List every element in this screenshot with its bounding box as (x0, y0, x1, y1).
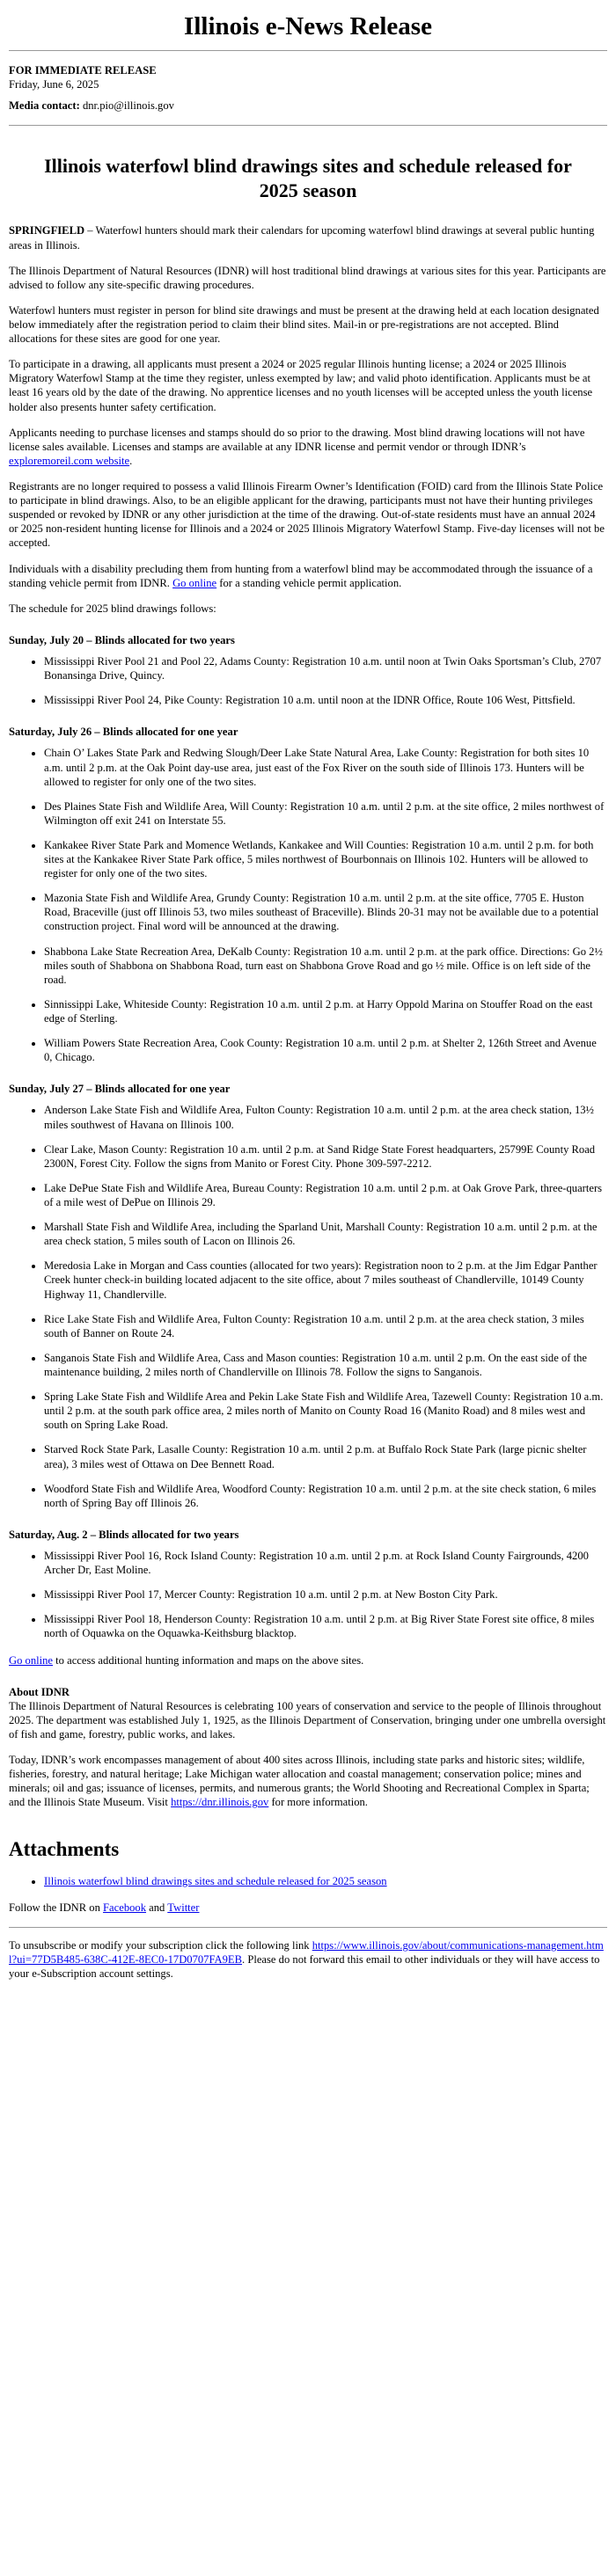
paragraph-licenses (9, 426, 607, 468)
schedule-day-heading: Sunday, July 20 – Blinds allocated for two years (9, 633, 235, 646)
footer-end: . Please do not forward this email to other individuals or they will have access to your e-Subscription account settings. (9, 1953, 600, 1981)
attachments-list (9, 1874, 607, 1888)
about-paragraph-1: The Illinois Department of Natural Resources is celebrating 100 years of conservation and service to the people of Illinois throughout 2025. The department was established July 1, 1925, as the Illinois Department of Conservation, bringing under one umbrella oversight of fish and game, forestry, public works, and lakes. (9, 1699, 606, 1740)
disability-text: Individuals with a disability precluding them from hunting from a waterfowl blind may be accommodated through the issuance of a standing vehicle permit from IDNR. (9, 562, 593, 589)
schedule-site-item: • Meredosia Lake in Morgan and Cass counties (allocated for two years): Registration noon to 2 p.m. at the Jim Edgar Panther Creek hunter check-in building located adjacent to the site office, about 7 miles southeast of Chandlerville, 10149 County Highway 11, Chandlerville. (44, 1259, 607, 1301)
schedule-site-item: • Kankakee River State Park and Momence Wetlands, Kankakee and Will Counties: Registration 10 a.m. until 2 p.m. for both sites at the Kankakee River State Park office, 5 miles northwest of Bourbonnais on Illinois 102. Hunters will be allowed to register for only one of the two sites. (44, 838, 607, 880)
about-p2-end: for more information. (268, 1796, 368, 1809)
attachment-link[interactable]: Illinois waterfowl blind drawings sites and schedule released for 2025 season (44, 1874, 387, 1887)
schedule-intro: The schedule for 2025 blind drawings follows: (9, 602, 216, 615)
schedule-site-item: • Mississippi River Pool 18, Henderson County: Registration 10 a.m. until 2 p.m. at Big River State Forest site office, 8 miles north of Oquawka on the Oquawka-Keithsburg blacktop. (44, 1612, 607, 1640)
media-contact-email: dnr.pio@illinois.gov (82, 99, 174, 113)
attachment-item (44, 1874, 607, 1888)
intro-lead: – Waterfowl hunters should mark their calendars for upcoming waterfowl blind drawings at several public hunting areas in Illinois. (9, 224, 595, 252)
about-title: About IDNR (9, 1685, 70, 1698)
schedule-site-item: • Chain O’ Lakes State Park and Redwing Slough/Deer Lake State Natural Area, Lake County: Registration for both sites 10 a.m. until 2 p.m. at the Oak Point day-use area, just east of the Fox River on the south side of Illinois 173. Hunters will be allowed to register for only one of the two sites. (44, 746, 607, 788)
article-headline: Illinois waterfowl blind drawings sites and schedule released for 2025 season (44, 155, 572, 201)
dateline: SPRINGFIELD (9, 224, 85, 237)
idnr-website-link[interactable]: https://dnr.illinois.gov (171, 1796, 269, 1809)
schedule-site-item: • Mississippi River Pool 17, Mercer County: Registration 10 a.m. until 2 p.m. at New Boston City Park. (44, 1587, 607, 1602)
schedule-site-item: • Shabbona Lake State Recreation Area, DeKalb County: Registration 10 a.m. until 2 p.m. at the park office. Directions: Go 2½ miles south of Shabbona on Shabbona Road, turn east on Shabbona Grove Road and go ½ mile. Office is on left side of the road. (44, 945, 607, 987)
schedule-site-item: • William Powers State Recreation Area, Cook County: Registration 10 a.m. until 2 p.m. at Shelter 2, 126th Street and Avenue 0, Chicago. (44, 1036, 607, 1064)
footer-text: To unsubscribe or modify your subscription click the following link (9, 1939, 312, 1952)
licenses-end: . (129, 454, 133, 467)
schedule-site-item: • Mississippi River Pool 16, Rock Island County: Registration 10 a.m. until 2 p.m. at Rock Island County Fairgrounds, 4200 Archer Dr, East Moline. (44, 1549, 607, 1577)
additional-info (9, 1653, 607, 1667)
schedule-site-item: • Lake DePue State Fish and Wildlife Area, Bureau County: Registration 10 a.m. until 2 p.m. at Oak Grove Park, three-quarters of a mile west of DePue on Illinois 29. (44, 1181, 607, 1209)
schedule-site-item: • Woodford State Fish and Wildlife Area, Woodford County: Registration 10 a.m. until 2 p.m. at the site check station, 6 miles north of Spring Bay off Illinois 26. (44, 1482, 607, 1510)
header-divider (9, 125, 607, 126)
schedule-site-list (9, 746, 607, 1064)
unsubscribe-footer (9, 1938, 607, 1981)
disability-end: for a standing vehicle permit application. (216, 576, 402, 589)
about-p2-text: Today, IDNR’s work encompasses management of about 400 sites across Illinois, including state parks and historic sites; wildlife, fisheries, forestry, and natural heritage; Lake Michigan water allocation and coastal management; conservation police; mines and minerals; oil and gas; issuance of licenses, permits, and numerous grants; the World Shooting and Recreational Complex in Sparta; and the Illinois State Museum. Visit (9, 1754, 590, 1809)
schedule-site-item: • Anderson Lake State Fish and Wildlife Area, Fulton County: Registration 10 a.m. until 2 p.m. at the area check station, 13½ miles southwest of Havana on Illinois 100. (44, 1103, 607, 1131)
schedule-site-list (9, 654, 607, 707)
schedule-site-item: • Spring Lake State Fish and Wildlife Area and Pekin Lake State Fish and Wildlife Area, Tazewell County: Registration 10 a.m. until 2 p.m. at the south park office area, 2 miles north of Manito on County Road 16 (Manito Road) and 8 miles west and south on Spring Lake Road. (44, 1390, 607, 1432)
attachments-title: Attachments (9, 1837, 120, 1860)
paragraph-requirements: To participate in a drawing, all applicants must present a 2024 or 2025 regular Illinois hunting license; a 2024 or 2025 Illinois Migratory Waterfowl Stamp at the time they register, unless exempted by law; and valid photo identification. Applicants must be at least 16 years old by the date of the drawing. No apprentice licenses and no youth licenses will be accepted unless the youth license holder also presents hunter safety certification. (9, 358, 593, 413)
schedule-site-item: • Sinnissippi Lake, Whiteside County: Registration 10 a.m. until 2 p.m. at Harry Oppold Marina on Stouffer Road on the east edge of Sterling. (44, 997, 607, 1025)
schedule-site-list (9, 1103, 607, 1509)
paragraph-register: Waterfowl hunters must register in person for blind site drawings and must be present at the drawing held at each location designated below immediately after the registration period to claim their blind sites. Mail-in or pre-registrations are not accepted. Blind allocations for these sites are good for one year. (9, 303, 599, 346)
schedule-section (9, 633, 607, 1641)
schedule-site-item: • Mississippi River Pool 21 and Pool 22, Adams County: Registration 10 a.m. until noon at Twin Oaks Sportsman’s Club, 2707 Bonansinga Drive, Quincy. (44, 654, 607, 682)
schedule-site-item: • Sanganois State Fish and Wildlife Area, Cass and Mason counties: Registration 10 a.m. until 2 p.m. On the east side of the maintenance building, 2 miles north of Chandlerville on Illinois 78. Follow the signs to Sanganois. (44, 1351, 607, 1379)
masthead-title: Illinois e-News Release (9, 0, 607, 51)
media-contact (9, 99, 607, 113)
paragraph-foid: Registrants are no longer required to possess a valid Illinois Firearm Owner’s Identification (FOID) card from the Illinois State Police to participate in blind drawings. Also, to be an eligible applicant for the drawing, participants must not have their hunting privileges suspended or revoked by IDNR or any other jurisdiction at the time of the drawing. Out-of-state residents must have an annual 2024 or 2025 non-resident hunting license for Illinois and a 2024 or 2025 Illinois Migratory Waterfowl Stamp. Five-day licenses will not be accepted. (9, 479, 605, 550)
unsubscribe-link[interactable]: https://www.illinois.gov/about/communications-management.html?ui=77D5B485-638C-412E-8EC0-17D0707FA9EB (9, 1939, 604, 1967)
schedule-site-list (9, 1549, 607, 1641)
follow-line (9, 1901, 607, 1915)
schedule-site-item: • Clear Lake, Mason County: Registration 10 a.m. until 2 p.m. at Sand Ridge State Forest headquarters, 25799E County Road 2300N, Forest City. Follow the signs from Manito or Forest City. Phone 309-597-2212. (44, 1142, 607, 1171)
footer-divider (9, 1927, 607, 1928)
about-paragraph-2 (9, 1753, 607, 1809)
release-date: Friday, June 6, 2025 (9, 78, 99, 91)
schedule-site-item: • Mazonia State Fish and Wildlife Area, Grundy County: Registration 10 a.m. until 2 p.m. at the site office, 7705 E. Huston Road, Braceville (just off Illinois 53, two miles southeast of Braceville). Blinds 20-31 may not be available due to a potential construction project. Final word will be announced at the drawing. (44, 891, 607, 933)
additional-info-text: to access additional hunting information and maps on the above sites. (53, 1653, 364, 1667)
schedule-site-item: • Mississippi River Pool 24, Pike County: Registration 10 a.m. until noon at the IDNR Office, Route 106 West, Pittsfield. (44, 693, 607, 707)
paragraph-disability (9, 562, 607, 590)
follow-prefix: Follow the IDNR on (9, 1901, 104, 1915)
schedule-site-item: • Rice Lake State Fish and Wildlife Area, Fulton County: Registration 10 a.m. until 2 p.m. at the area check station, 3 miles south of Banner on Route 24. (44, 1312, 607, 1340)
twitter-link[interactable]: Twitter (167, 1901, 200, 1915)
licenses-text: Applicants needing to purchase licenses and stamps should do so prior to the drawing. Most blind drawing locations will not have license sales available. Licenses and stamps are available at any IDNR license and permit vendor or through IDNR’s (9, 426, 585, 453)
media-contact-label: Media contact: (9, 99, 80, 113)
release-label: FOR IMMEDIATE RELEASE (9, 64, 157, 77)
schedule-day-heading: Saturday, Aug. 2 – Blinds allocated for two years (9, 1528, 239, 1541)
exploremoreil-link[interactable]: exploremoreil.com website (9, 454, 130, 467)
schedule-day-heading: Saturday, July 26 – Blinds allocated for one year (9, 726, 238, 739)
schedule-day-heading: Sunday, July 27 – Blinds allocated for one year (9, 1083, 231, 1096)
schedule-site-item: • Marshall State Fish and Wildlife Area, including the Sparland Unit, Marshall County: Registration 10 a.m. until 2 p.m. at the area check station, 5 miles south of Lacon on Illinois 26. (44, 1220, 607, 1248)
facebook-link[interactable]: Facebook (103, 1901, 147, 1915)
paragraph-idnr-host: The Illinois Department of Natural Resources (IDNR) will host traditional blind drawings at various sites for this year. Participants are advised to follow any site-specific drawing procedures. (9, 264, 606, 291)
schedule-site-item: • Starved Rock State Park, Lasalle County: Registration 10 a.m. until 2 p.m. at Buffalo Rock State Park (large picnic shelter area), 3 miles west of Ottawa on Dee Bennett Road. (44, 1442, 607, 1470)
schedule-site-item: • Des Plaines State Fish and Wildlife Area, Will County: Registration 10 a.m. until 2 p.m. at the site office, 2 miles northwest of Wilmington off exit 241 on Interstate 55. (44, 799, 607, 828)
additional-info-link[interactable]: Go online (9, 1653, 54, 1667)
standing-permit-link[interactable]: Go online (172, 576, 217, 589)
follow-and: and (146, 1901, 168, 1915)
intro-paragraph (9, 223, 607, 252)
